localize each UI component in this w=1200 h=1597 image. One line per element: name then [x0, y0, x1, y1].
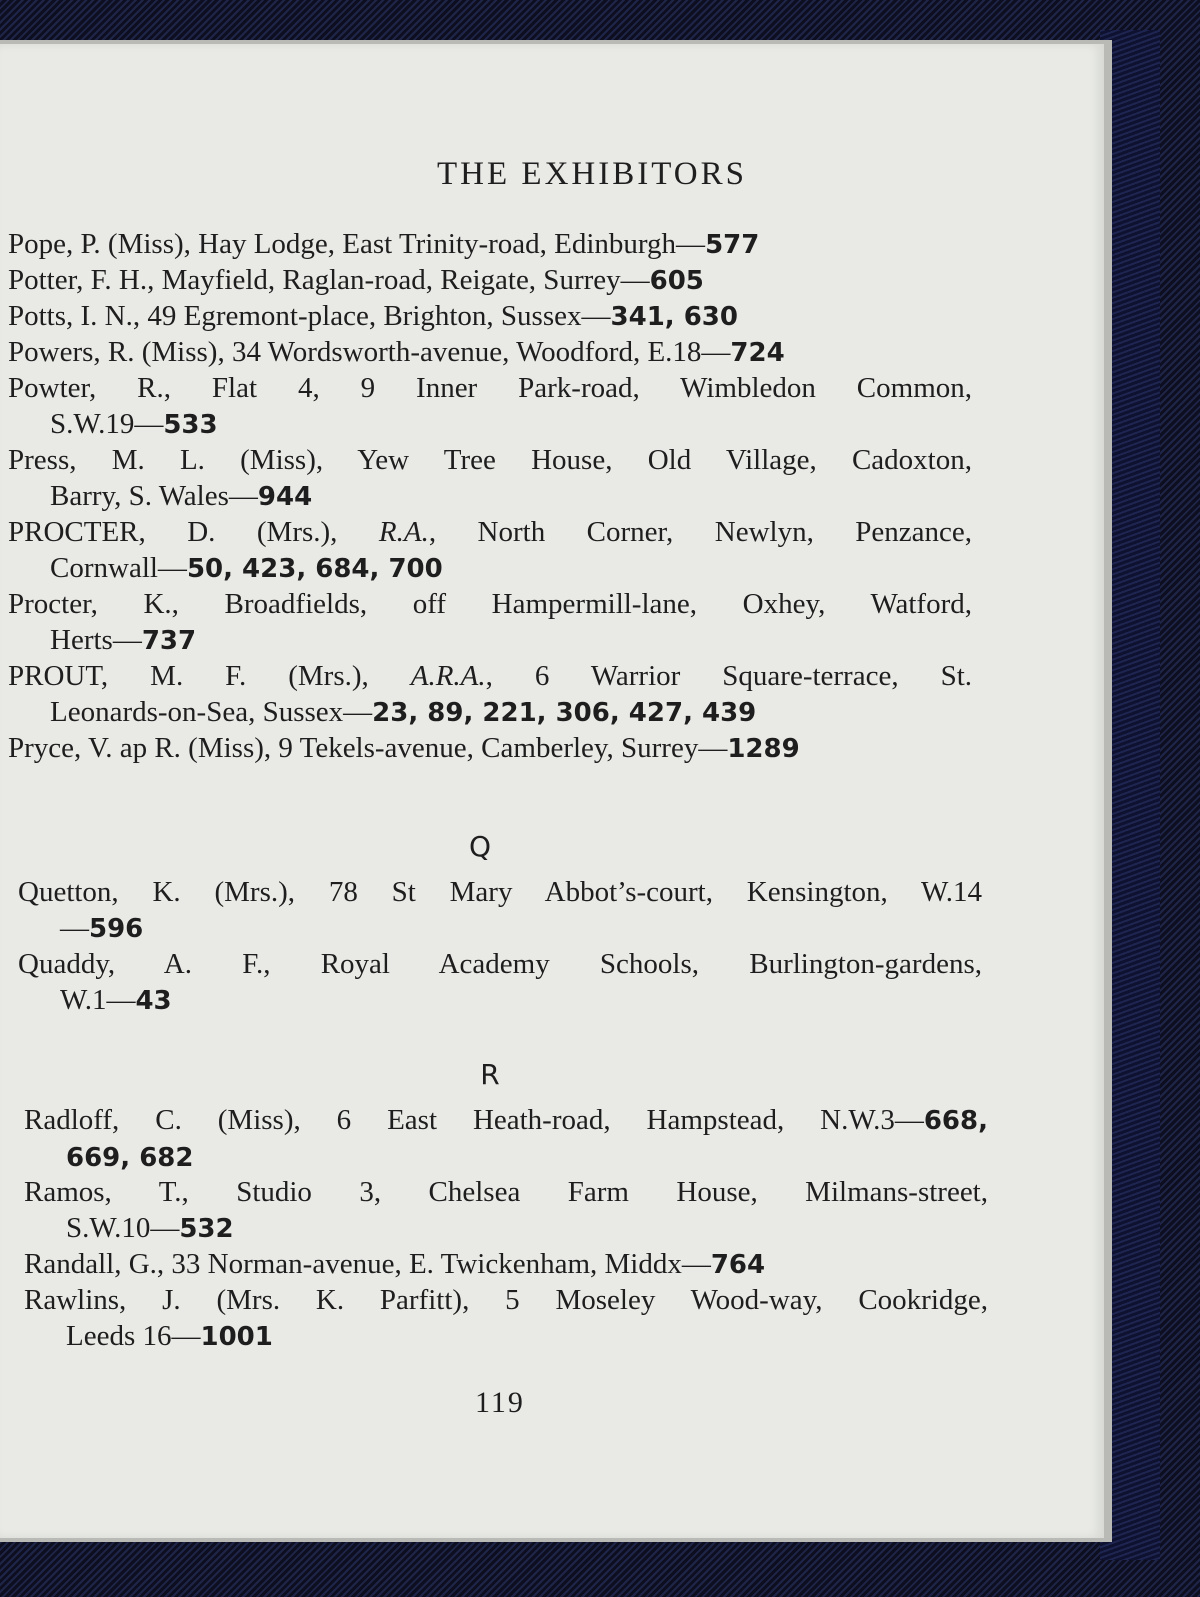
list-item: Potter, F. H., Mayfield, Raglan-road, Reigate, Surrey—605 [8, 264, 704, 296]
list-item: Pope, P. (Miss), Hay Lodge, East Trinity-road, Edinburgh—577 [8, 228, 760, 260]
list-item: Ramos, T., Studio 3, Chelsea Farm House, Milmans-street, S.W.10—532 [24, 1176, 988, 1244]
list-item: Randall, G., 33 Norman-avenue, E. Twickenham, Middx—764 [24, 1248, 766, 1280]
list-item: Pryce, V. ap R. (Miss), 9 Tekels-avenue, Camberley, Surrey—1289 [8, 732, 800, 764]
list-item: Quaddy, A. F., Royal Academy Schools, Burlington-gardens, W.1—43 [18, 948, 982, 1016]
list-item: Quetton, K. (Mrs.), 78 St Mary Abbot’s-court, Kensington, W.14 —596 [18, 876, 982, 944]
list-item: Radloff, C. (Miss), 6 East Heath-road, Hampstead, N.W.3—668, 669, 682 [24, 1104, 988, 1173]
list-item: PROCTER, D. (Mrs.), R.A., North Corner, Newlyn, Penzance, Cornwall—50, 423, 684, 700 [8, 516, 973, 584]
list-item: Press, M. L. (Miss), Yew Tree House, Old Village, Cadoxton, Barry, S. Wales—944 [8, 444, 972, 512]
list-item: Rawlins, J. (Mrs. K. Parfitt), 5 Moseley Wood-way, Cookridge, Leeds 16—1001 [24, 1284, 988, 1352]
page-title: THE EXHIBITORS [437, 156, 747, 192]
section-letter-q: Q [468, 830, 492, 863]
section-letter-r: R [480, 1058, 500, 1091]
list-item: Powter, R., Flat 4, 9 Inner Park-road, Wimbledon Common, S.W.19—533 [8, 372, 972, 440]
list-item: Potts, I. N., 49 Egremont-place, Brighton, Sussex—341, 630 [8, 300, 738, 332]
page-number: 119 [475, 1386, 525, 1419]
list-item: Procter, K., Broadfields, off Hampermill-lane, Oxhey, Watford, Herts—737 [8, 588, 972, 656]
list-item: PROUT, M. F. (Mrs.), A.R.A., 6 Warrior Square-terrace, St. Leonards-on-Sea, Sussex—23, 89, 221, 306, 427, 439 [8, 660, 972, 728]
list-item: Powers, R. (Miss), 34 Wordsworth-avenue, Woodford, E.18—724 [8, 336, 785, 368]
book-page [0, 44, 1104, 1538]
